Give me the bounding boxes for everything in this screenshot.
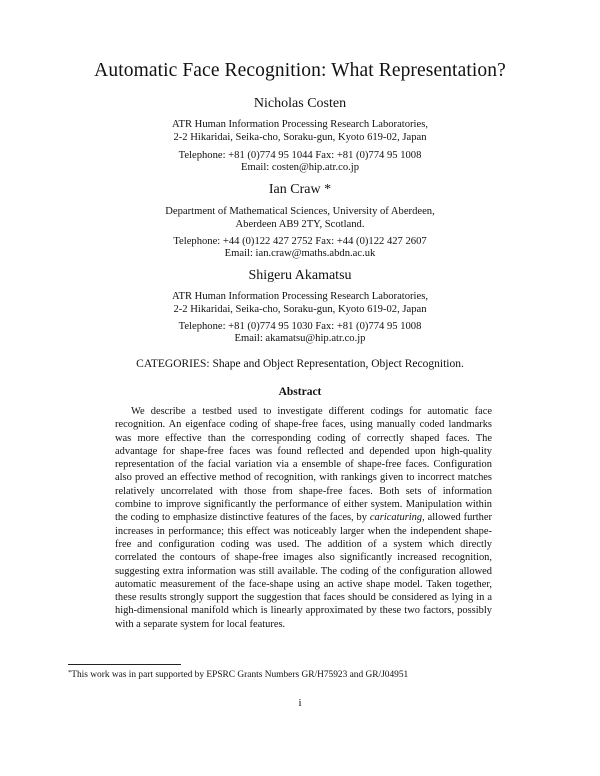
author-affiliation-line: ATR Human Information Processing Research Laboratories, [172,291,428,302]
abstract-heading: Abstract [278,386,322,398]
abstract-text: , allowed further increases in performance; this effect was noticeably larger when the independent shape-free and configuration coding was used. The addition of a system which directly correlated the contours of shape-free images also significantly increased recognition, suggesting extra information was still available. The coding of the configuration allowed automatic measurement of the face-shape using an active shape model. Taken together, these results strongly support the suggestion that faces should be considered as lying in a high-dimensional manifold which is linearly approximated by these two factors, possibly with a separate system for local features. [115,512,492,630]
footnote-marker: * [68,669,72,676]
paper-title: Automatic Face Recognition: What Representation? [94,60,506,81]
author-email: Email: akamatsu@hip.atr.co.jp [234,333,366,344]
page-number: i [298,697,302,709]
author-affiliation-line: 2-2 Hikaridai, Seika-cho, Soraku-gun, Kyoto 619-02, Japan [173,132,427,143]
author-telephone: Telephone: +81 (0)774 95 1044 Fax: +81 (0)774 95 1008 [178,150,422,161]
footnote [68,669,528,680]
categories-line: CATEGORIES: Shape and Object Representation, Object Recognition. [136,358,464,370]
author-name: Shigeru Akamatsu [248,268,352,283]
author-affiliation-line: ATR Human Information Processing Research Laboratories, [172,119,428,130]
author-name: Ian Craw * [268,182,332,197]
author-email: Email: ian.craw@maths.abdn.ac.uk [224,248,376,259]
author-affiliation-line: Department of Mathematical Sciences, University of Aberdeen, [165,206,435,217]
author-telephone: Telephone: +81 (0)774 95 1030 Fax: +81 (0)774 95 1008 [178,321,422,332]
abstract-emphasis: caricaturing [369,512,423,524]
abstract-paragraph [115,405,492,631]
author-email: Email: costen@hip.atr.co.jp [240,162,360,173]
author-affiliation-line: 2-2 Hikaridai, Seika-cho, Soraku-gun, Kyoto 619-02, Japan [173,304,427,315]
footnote-divider [68,664,181,665]
author-affiliation-line: Aberdeen AB9 2TY, Scotland. [235,219,365,230]
author-name: Nicholas Costen [253,96,347,111]
footnote-text: This work was in part supported by EPSRC Grants Numbers GR/H75923 and GR/J04951 [71,670,409,680]
abstract-text: We describe a testbed used to investigate different codings for automatic face recognition. An eigenface coding of shape-free faces, using manually coded landmarks was more effective than the corresponding coding of correctly shaped faces. The advantage for shape-free faces was found reflected and depended upon high-quality representation of the facial variation via a ensemble of shape-free faces. Configuration also proved an effective method of recognition, with rankings given to incorrect matches relatively uncorrelated with those from shape-free faces. Both sets of information combine to improve significantly the performance of either system. Manipulation within the coding to emphasize distinctive features of the faces, by [115,406,492,524]
abstract-body [115,405,492,631]
author-telephone: Telephone: +44 (0)122 427 2752 Fax: +44 (0)122 427 2607 [173,236,427,247]
